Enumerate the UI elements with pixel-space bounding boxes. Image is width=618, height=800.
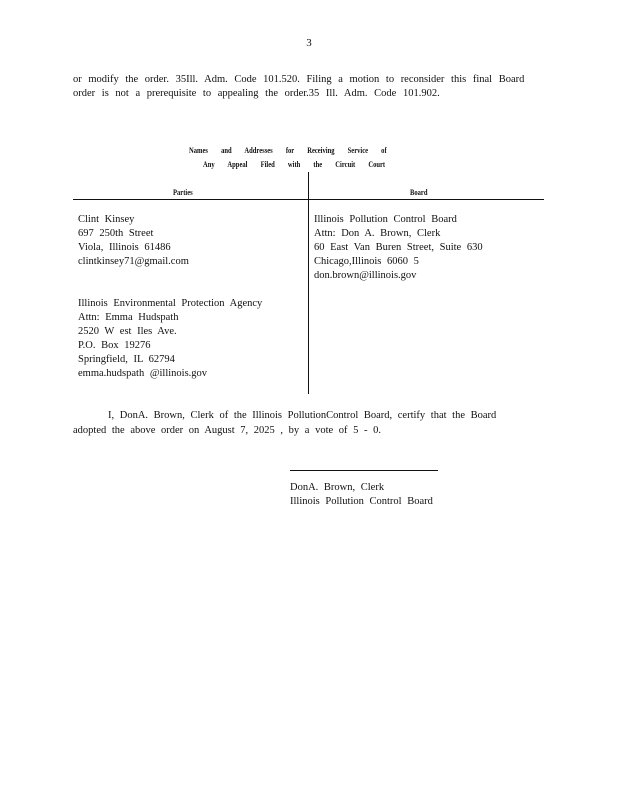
column-divider [308,172,309,394]
signature-line [290,470,438,471]
address-line: Clint Kinsey [78,214,135,225]
certification-line-1: I, DonA. Brown, Clerk of the Illinois PollutionControl Board, certify that the Board [108,410,497,421]
board-column-header: Board [410,188,428,197]
table-header-rule [73,199,544,200]
party-address-kinsey [78,213,189,269]
service-heading-line-1: Names and Addresses for Receiving Service of [189,146,387,155]
address-line: 60 East Van Buren Street, Suite 630 [314,242,483,253]
board-address [314,213,483,283]
address-line: Illinois Pollution Control Board [314,214,457,225]
address-line: Attn: Emma Hudspath [78,312,179,323]
address-line: 697 250th Street [78,228,154,239]
email-link[interactable]: clintkinsey71@gmail.com [78,256,189,267]
address-line: Springfield, IL 62794 [78,354,175,365]
address-line: Viola, Illinois 61486 [78,242,171,253]
intro-line-2: order is not a prerequisite to appealing the order.35 Ill. Adm. Code 101.902. [73,88,440,99]
intro-line-1: or modify the order. 35Ill. Adm. Code 101.520. Filing a motion to reconsider this final Board [73,74,525,85]
address-line: Illinois Environmental Protection Agency [78,298,263,309]
address-line: Attn: Don A. Brown, Clerk [314,228,441,239]
signature-name: DonA. Brown, Clerk [290,482,385,493]
party-address-iepa [78,297,262,381]
service-heading-line-2: Any Appeal Filed with the Circuit Court [203,160,386,169]
page-number: 3 [306,37,312,49]
parties-column-header: Parties [173,188,193,197]
address-line: Chicago,Illinois 6060 5 [314,256,419,267]
certification-line-2: adopted the above order on August 7, 2025 , by a vote of 5 - 0. [73,425,382,436]
email-link[interactable]: emma.hudspath @illinois.gov [78,368,208,379]
address-line: P.O. Box 19276 [78,340,151,351]
address-line: 2520 W est Iles Ave. [78,326,177,337]
email-link[interactable]: don.brown@illinois.gov [314,270,417,281]
signature-organization: Illinois Pollution Control Board [290,496,433,507]
